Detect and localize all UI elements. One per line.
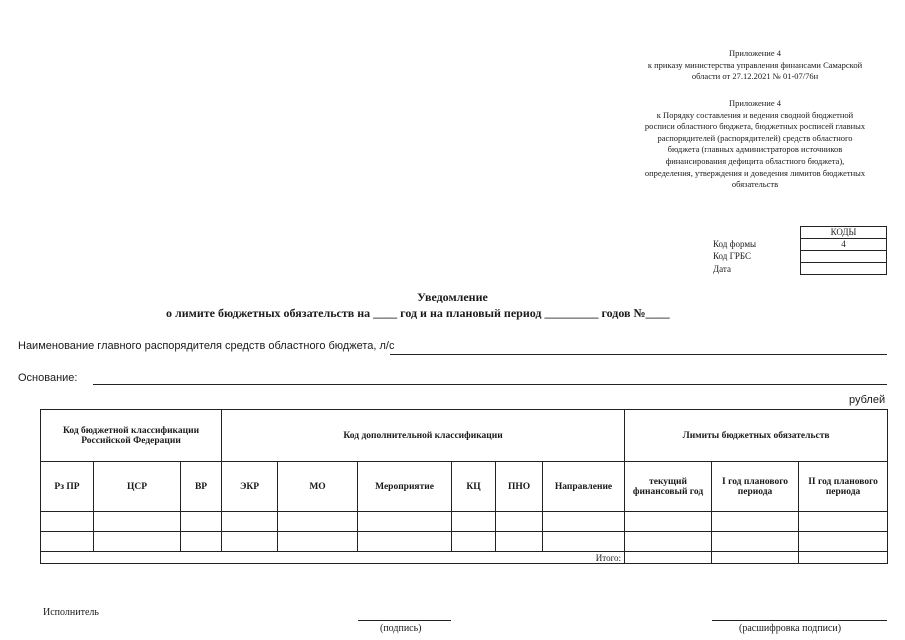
total-label: Итого: (41, 552, 625, 564)
table-cell[interactable] (41, 512, 94, 532)
currency-label: рублей (849, 394, 886, 406)
table-total-row (41, 552, 888, 564)
col-event: Мероприятие (358, 462, 452, 512)
table-cell[interactable] (452, 512, 496, 532)
codes-labels (713, 238, 756, 275)
attachment-procedure-title: Приложение 4 (729, 98, 781, 108)
col-vr: ВР (181, 462, 222, 512)
table-row (41, 512, 888, 532)
attachment-procedure-block (620, 98, 890, 191)
manager-input-line[interactable] (390, 354, 887, 355)
form-code-value[interactable]: 4 (801, 239, 887, 251)
table-cell[interactable] (181, 532, 222, 552)
col-kc: КЦ (452, 462, 496, 512)
table-cell[interactable] (543, 512, 625, 532)
total-first-cell[interactable] (712, 552, 799, 564)
signature-decode-caption: (расшифровка подписи) (739, 623, 842, 634)
table-cell[interactable] (278, 512, 358, 532)
attachment-procedure-line: росписи областного бюджета, бюджетных росписей главных (644, 121, 866, 132)
attachment-order-title: Приложение 4 (729, 48, 781, 58)
col-mo: МО (278, 462, 358, 512)
signature-decode-line[interactable] (712, 620, 887, 621)
table-cell[interactable] (94, 532, 181, 552)
table-cell[interactable] (222, 532, 278, 552)
header-budget-classification: Код бюджетной классификации Российской Федерации (41, 410, 222, 462)
codes-header: КОДЫ (801, 227, 887, 239)
header-additional-classification: Код дополнительной классификации (222, 410, 625, 462)
grbs-code-label: Код ГРБС (713, 251, 751, 262)
col-csr: ЦСР (94, 462, 181, 512)
table-cell[interactable] (712, 532, 799, 552)
table-cell[interactable] (625, 532, 712, 552)
limits-table (40, 409, 888, 564)
table-cell[interactable] (41, 532, 94, 552)
manager-label: Наименование главного распорядителя средств областного бюджета, л/с (18, 340, 395, 352)
col-pno: ПНО (496, 462, 543, 512)
table-cell[interactable] (358, 532, 452, 552)
table-cell[interactable] (496, 532, 543, 552)
attachment-procedure-line: к Порядку составления и ведения сводной бюджетной (656, 109, 854, 120)
attachment-procedure-line: распорядителей (распорядителей) средств областного (657, 132, 853, 143)
table-subheader-row (41, 462, 888, 512)
total-current-cell[interactable] (625, 552, 712, 564)
signature-caption: (подпись) (380, 623, 422, 634)
col-second-plan-year: II год планового периода (799, 462, 888, 512)
table-cell[interactable] (452, 532, 496, 552)
table-cell[interactable] (625, 512, 712, 532)
header-budget-limits: Лимиты бюджетных обязательств (625, 410, 888, 462)
total-second-cell[interactable] (799, 552, 888, 564)
table-cell[interactable] (799, 532, 888, 552)
document-subtitle: о лимите бюджетных обязательств на ____ год и на плановый период _________ годов №____ (166, 306, 670, 320)
table-cell[interactable] (222, 512, 278, 532)
attachment-procedure-line: бюджета (главных администраторов источников (667, 144, 843, 155)
form-code-label: Код формы (713, 239, 757, 249)
table-cell[interactable] (94, 512, 181, 532)
col-ekr: ЭКР (222, 462, 278, 512)
table-cell[interactable] (712, 512, 799, 532)
date-value[interactable] (801, 263, 887, 275)
codes-table (800, 226, 887, 275)
table-cell[interactable] (543, 532, 625, 552)
date-label: Дата (713, 263, 731, 274)
attachment-order-line: к приказу министерства управления финансами Самарской (647, 59, 863, 70)
attachment-procedure-line: финансирования дефицита областного бюджета), (665, 155, 845, 166)
col-first-plan-year: I год планового периода (712, 462, 799, 512)
attachment-order-line: области от 27.12.2021 № 01-07/76н (691, 71, 819, 82)
table-cell[interactable] (799, 512, 888, 532)
attachment-order-block (620, 48, 890, 83)
table-cell[interactable] (181, 512, 222, 532)
signature-line[interactable] (358, 620, 451, 621)
grbs-code-value[interactable] (801, 251, 887, 263)
table-row (41, 532, 888, 552)
col-rzpr: Рз ПР (41, 462, 94, 512)
table-cell[interactable] (496, 512, 543, 532)
basis-input-line[interactable] (93, 384, 887, 385)
table-header-row (41, 410, 888, 462)
table-cell[interactable] (358, 512, 452, 532)
basis-label: Основание: (18, 372, 78, 384)
attachment-procedure-line: обязательств (731, 179, 779, 190)
executor-label: Исполнитель (43, 607, 99, 618)
attachment-procedure-line: определения, утверждения и доведения лимитов бюджетных (644, 167, 866, 178)
col-current-year: текущий финансовый год (625, 462, 712, 512)
document-title: Уведомление (417, 290, 488, 304)
table-cell[interactable] (278, 532, 358, 552)
col-direction: Направление (543, 462, 625, 512)
